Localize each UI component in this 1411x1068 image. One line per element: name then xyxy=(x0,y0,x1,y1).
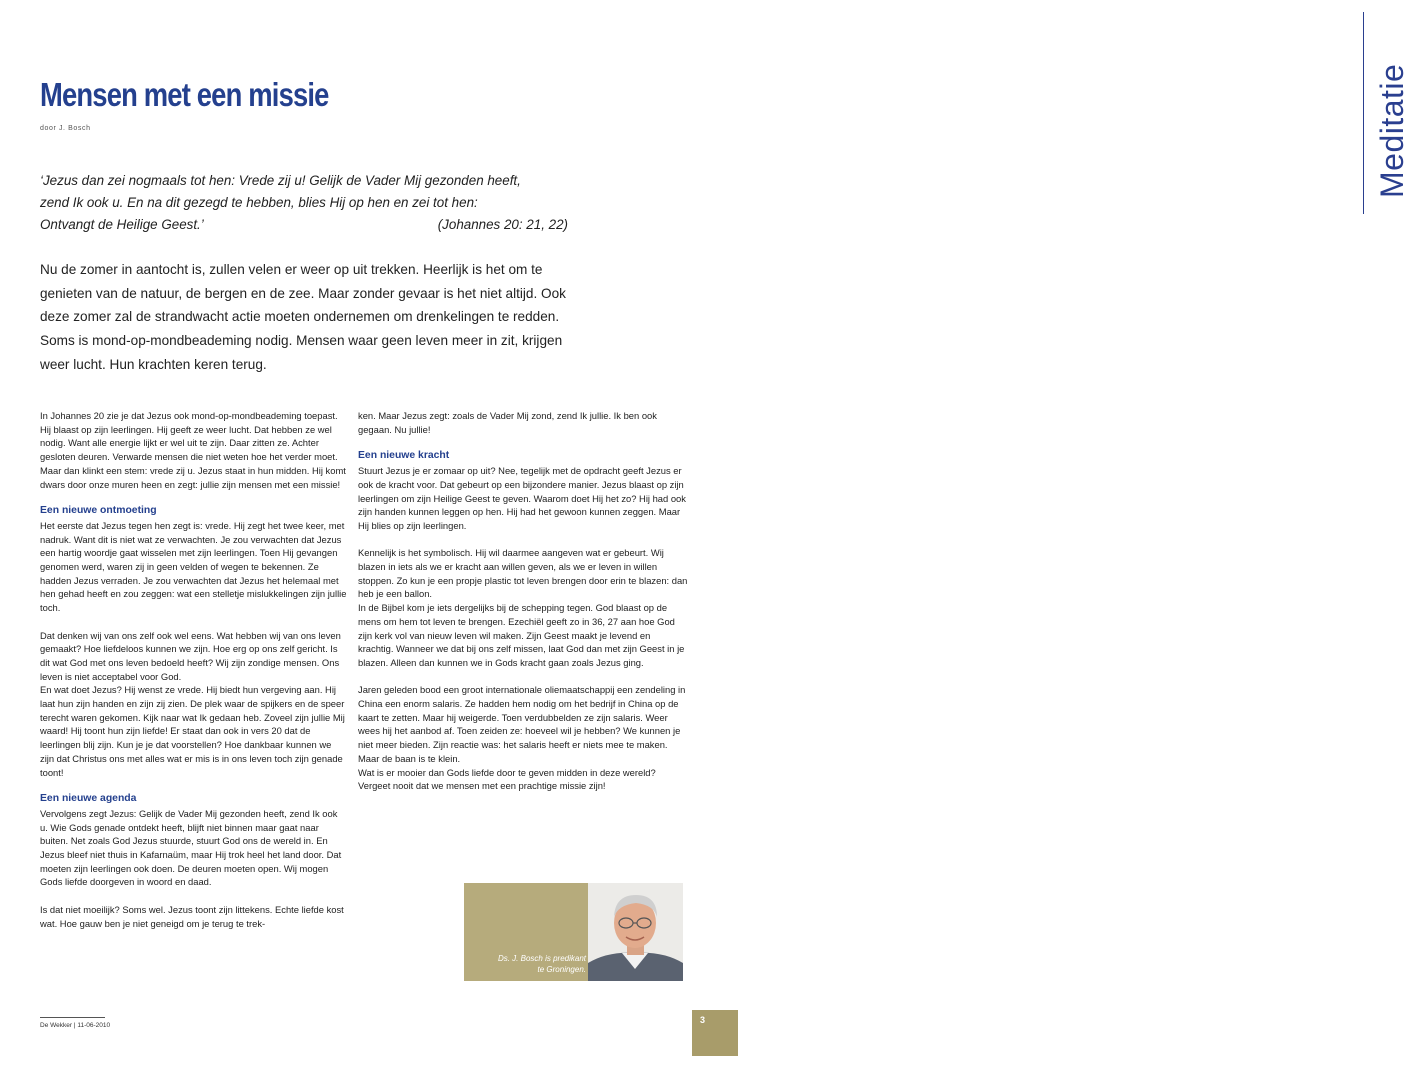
caption-line-1: Ds. J. Bosch is predikant xyxy=(497,954,586,963)
right-column xyxy=(358,409,688,793)
article-title: Mensen met een missie xyxy=(40,76,329,113)
section-label: Meditatie xyxy=(1374,63,1410,198)
caption-line-2: te Groningen. xyxy=(537,965,586,974)
paragraph: En wat doet Jezus? Hij wenst ze vrede. Hij biedt hun vergeving aan. Hij laat hun zijn handen en zijn zij zien. De plek waar de spijkers en de speer terecht waren gekomen. Kijk naar wat Ik gedaan heb. Zoveel zijn jullie Mij waard! Hij toont hun zijn liefde! Er staat dan ook in vers 20 dat de leerlingen blij zijn. Kun je je dat voorstellen? Hoe dankbaar kunnen we zijn dat Christus ons met alles wat er mis is in ons leven toch zijn genade toont! xyxy=(40,684,345,778)
paragraph: In Johannes 20 zie je dat Jezus ook mond-op-mondbeademing toepast. Hij blaast op zijn leerlingen. Hij geeft ze weer lucht. Dat hebben ze wel nodig. Want alle energie lijkt er wel uit te zijn. Daar zitten ze. Achter gesloten deuren. Verwarde mensen die niet weten hoe het verder moet. Maar dan klinkt een stem: vrede zij u. Jezus staat in hun midden. Hij komt dwars door onze muren heen en zegt: jullie zijn mensen met een missie! xyxy=(40,410,346,490)
author-caption xyxy=(470,953,586,975)
page-number-box xyxy=(692,1010,738,1056)
page-number: 3 xyxy=(700,1015,706,1025)
section-divider xyxy=(1363,12,1364,214)
quote-line-3: Ontvangt de Heilige Geest.’ xyxy=(40,217,204,232)
paragraph: Is dat niet moeilijk? Soms wel. Jezus toont zijn littekens. Echte liefde kost wat. Hoe gauw ben je niet geneigd om je terug te trek- xyxy=(40,903,344,929)
footer-rule xyxy=(40,1017,105,1018)
portrait-image xyxy=(588,883,683,981)
subheading: Een nieuwe kracht xyxy=(358,450,450,462)
subheading: Een nieuwe ontmoeting xyxy=(40,505,157,517)
paragraph: Dat denken wij van ons zelf ook wel eens. Wat hebben wij van ons leven gemaakt? Hoe liefdeloos kunnen we zijn. Hoe erg op ons zelf gericht. Is dit wat God met ons leven bedoeld heeft? Wij zijn zondige mensen. Ons leven is niet acceptabel voor God. xyxy=(40,629,341,682)
subheading: Een nieuwe agenda xyxy=(40,793,137,805)
byline: door J. Bosch xyxy=(40,125,91,132)
left-column xyxy=(40,409,347,930)
footer-publication: De Wekker | 11-06-2010 xyxy=(40,1022,111,1029)
paragraph: Jaren geleden bood een groot internationale oliemaatschappij een zendeling in China een enorm salaris. Ze hadden hem nodig om het bedrijf in China op de kaart te zetten. Maar hij weigerde. Toen verdubbelden ze zijn salaris. Weer wees hij het aanbod af. Toen zeiden ze: hoeveel wil je hebben? We kunnen je niet meer bieden. Zijn reactie was: het salaris heeft er niets mee te maken. Maar de baan is te klein. xyxy=(358,684,686,764)
paragraph: Kennelijk is het symbolisch. Hij wil daarmee aangeven wat er gebeurt. Wij blazen in iets als we er kracht aan willen geven, als we er leven in willen stoppen. Zo kun je een propje plastic tot leven brengen door erin te blazen: dan heb je een ballon. xyxy=(358,547,688,600)
paragraph: Wat is er mooier dan Gods liefde door te geven midden in deze wereld? Vergeet nooit dat we mensen met een prachtige missie zijn! xyxy=(358,766,656,792)
bible-quote xyxy=(40,170,568,236)
quote-reference: (Johannes 20: 21, 22) xyxy=(437,217,568,232)
paragraph: Het eerste dat Jezus tegen hen zegt is: vrede. Hij zegt het twee keer, met nadruk. Want dit is niet wat ze verwachten. Je zou verwachten dat Jezus een hartig woordje gaat wisselen met zijn leerlingen. Toen Hij gevangen genomen werd, waren zij in geen velden of wegen te bekennen. Ze hadden Jezus verraden. Je zou verwachten dat Jezus het helemaal met hen gehad heeft en zou zeggen: wat een stelletje mislukkelingen zijn jullie toch. xyxy=(40,519,347,614)
paragraph: ken. Maar Jezus zegt: zoals de Vader Mij zond, zend Ik jullie. Ik ben ook gegaan. Nu jullie! xyxy=(358,410,657,435)
paragraph: Vervolgens zegt Jezus: Gelijk de Vader Mij gezonden heeft, zend Ik ook u. Wie Gods genade ontdekt heeft, blijft niet binnen maar gaat naar buiten. Net zoals God Jezus stuurde, stuurt God ons de wereld in. En Jezus bleef niet thuis in Kafarnaüm, maar Hij trok heel het land door. Dat moeten zijn leerlingen ook doen. De deuren moeten open. Wij mogen Gods liefde doorgeven in woord en daad. xyxy=(40,807,342,888)
section-tab xyxy=(668,0,1410,214)
quote-line-2: zend Ik ook u. En na dit gezegd te hebben, blies Hij op hen en zei tot hen: xyxy=(40,195,478,210)
paragraph: Stuurt Jezus je er zomaar op uit? Nee, tegelijk met de opdracht geeft Jezus er ook de kracht voor. Dat gebeurt op een bijzondere manier. Jezus blaast op zijn leerlingen om zijn Heilige Geest te geven. Waarom doet Hij het zo? Hij had ook zijn handen kunnen leggen op hen. Hij had het gewoon kunnen zeggen. Maar Hij blies op zijn leerlingen. xyxy=(358,465,686,531)
paragraph: In de Bijbel kom je iets dergelijks bij de schepping tegen. God blaast op de mens om hem tot leven te brengen. Ezechiël geeft zo in 36, 27 aan hoe God zijn kerk vol van nieuw leven wil maken. Zijn Geest maakt je levend en krachtig. Wanneer we dat bij ons zelf missen, laat God dan met zijn Geest in je blazen. Alleen dan kunnen we in Gods kracht gaan zoals Jezus ging. xyxy=(358,602,685,668)
author-photo xyxy=(588,883,683,981)
intro-paragraph: Nu de zomer in aantocht is, zullen velen er weer op uit trekken. Heerlijk is het om te genieten van de natuur, de bergen en de zee. Maar zonder gevaar is het niet altijd. Ook deze zomer zal de strandwacht actie moeten ondernemen om drenkelingen te redden. Soms is mond-op-mondbeademing nodig. Mensen waar geen leven meer in zit, krijgen weer lucht. Hun krachten keren terug. xyxy=(40,262,566,372)
quote-line-1: ‘Jezus dan zei nogmaals tot hen: Vrede zij u! Gelijk de Vader Mij gezonden heeft, xyxy=(40,173,521,188)
